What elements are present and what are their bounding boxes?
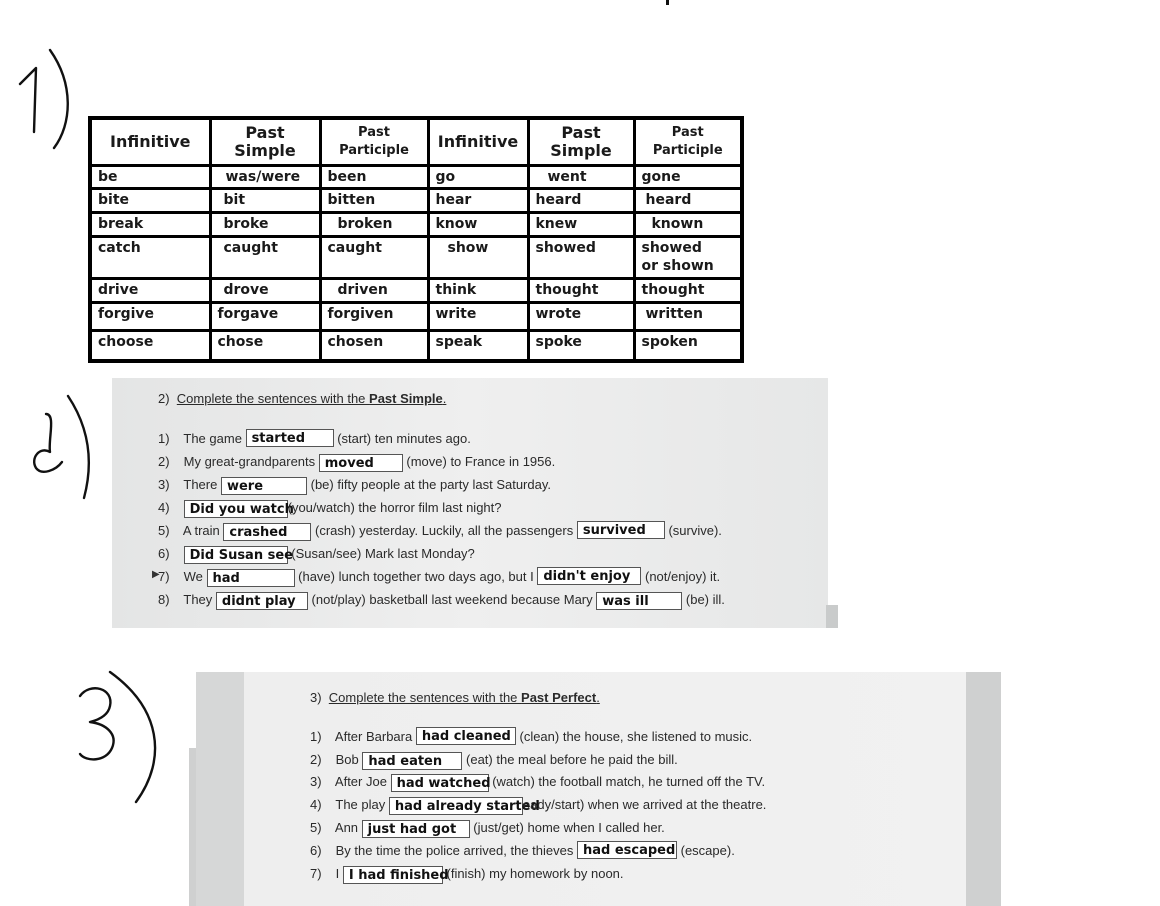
sentence-text: (have) lunch together two days ago, but I: [298, 569, 534, 584]
sentence-number: 4): [310, 797, 322, 812]
exercise-number: 3): [310, 690, 322, 705]
table-cell: gone: [634, 166, 742, 189]
answer-field[interactable]: moved: [319, 454, 403, 472]
header-infinitive-1: Infinitive: [90, 118, 210, 166]
sentence: [310, 772, 765, 792]
table-cell: write: [428, 303, 528, 331]
sentence: [310, 864, 624, 884]
answer-field[interactable]: just had got: [362, 820, 470, 838]
sentence-text: (just/get) home when I called her.: [473, 820, 665, 835]
sentence: [158, 590, 725, 610]
sentence-text: Bob: [335, 752, 359, 767]
table-cell: known: [634, 213, 742, 237]
sentence: [158, 452, 555, 472]
exercise-title: [310, 690, 600, 705]
answer-field[interactable]: had: [207, 569, 295, 587]
sentence-text: (be) ill.: [685, 592, 725, 607]
sentence-text: (escape).: [680, 843, 735, 858]
table-row: [90, 166, 742, 189]
exercise-title: [158, 391, 446, 406]
sentence-text: (eat) the meal before he paid the bill.: [466, 752, 678, 767]
sentence-number: 3): [310, 774, 322, 789]
sentence-text: The game: [183, 431, 242, 446]
sentence: [158, 475, 551, 495]
sentence-text: (not/enjoy) it.: [644, 569, 721, 584]
table-cell: forgave: [210, 303, 320, 331]
title-text: Complete the sentences with the: [176, 391, 370, 406]
sentence-text: The play: [335, 797, 386, 812]
answer-field[interactable]: had cleaned: [416, 727, 516, 745]
sentence-text: (watch) the football match, he turned off the TV.: [492, 774, 766, 789]
past-perfect-exercise: [196, 672, 1001, 906]
table-cell: broke: [210, 213, 320, 237]
answer-field[interactable]: crashed: [223, 523, 311, 541]
sentence-number: 7): [158, 569, 170, 584]
header-past-simple-1: Past Simple: [210, 118, 320, 166]
sentence-text: (finish) my homework by noon.: [446, 866, 624, 881]
table-cell: chose: [210, 331, 320, 361]
exercise-number: 2): [158, 391, 170, 406]
answer-field[interactable]: were: [221, 477, 307, 495]
answer-field[interactable]: had already started: [389, 797, 523, 815]
answer-field[interactable]: had watched: [391, 774, 489, 792]
title-period: .: [442, 391, 447, 406]
sentence-text: My great-grandparents: [183, 454, 316, 469]
sentence-number: 3): [158, 477, 170, 492]
table-cell: drive: [90, 279, 210, 303]
answer-field[interactable]: was ill: [596, 592, 682, 610]
table-cell: thought: [634, 279, 742, 303]
sentence-number: 7): [310, 866, 322, 881]
section-1-label: [14, 44, 74, 154]
table-cell: show: [428, 237, 528, 279]
table-cell: bite: [90, 189, 210, 213]
header-infinitive-2: Infinitive: [428, 118, 528, 166]
table-row: [90, 237, 742, 279]
stray-dot: [666, 0, 670, 6]
table-cell: showed: [528, 237, 634, 279]
table-cell: been: [320, 166, 428, 189]
sentence-number: 1): [158, 431, 170, 446]
sentence: [310, 841, 735, 861]
table-cell: knew: [528, 213, 634, 237]
table-cell: spoke: [528, 331, 634, 361]
table-cell: hear: [428, 189, 528, 213]
sentence-text: (not/play) basketball last weekend because Mary: [311, 592, 593, 607]
table-cell: caught: [210, 237, 320, 279]
sentence: [158, 498, 502, 518]
table-cell: chosen: [320, 331, 428, 361]
photo-edge: [826, 605, 838, 628]
answer-field[interactable]: survived: [577, 521, 665, 539]
irregular-verb-table: [88, 116, 744, 363]
sentence-text: They: [183, 592, 213, 607]
answer-field[interactable]: had eaten: [362, 752, 462, 770]
table-cell: wrote: [528, 303, 634, 331]
title-text: Complete the sentences with the: [328, 690, 522, 705]
table-cell: know: [428, 213, 528, 237]
table-cell: speak: [428, 331, 528, 361]
section-3-label: [70, 668, 170, 808]
sentence: [158, 521, 722, 541]
table-cell: showed or shown: [634, 237, 742, 279]
past-simple-exercise: [112, 378, 828, 628]
sentence: [310, 750, 678, 770]
answer-field[interactable]: started: [246, 429, 334, 447]
table-cell: heard: [634, 189, 742, 213]
table-cell: be: [90, 166, 210, 189]
answer-field[interactable]: had escaped: [577, 841, 677, 859]
table-row: [90, 303, 742, 331]
sentence-text: A train: [182, 523, 220, 538]
sentence-text: After Barbara: [334, 729, 413, 744]
sentence-number: 1): [310, 729, 322, 744]
sentence-text: (you/watch) the horror film last night?: [287, 500, 502, 515]
sentence: [310, 795, 766, 815]
table-cell: thought: [528, 279, 634, 303]
sentence-text: (clean) the house, she listened to music.: [519, 729, 753, 744]
table-cell: go: [428, 166, 528, 189]
table-cell: choose: [90, 331, 210, 361]
header-past-participle-1: Past Participle: [320, 118, 428, 166]
table-cell: forgive: [90, 303, 210, 331]
table-row: [90, 279, 742, 303]
cursor-icon: ▶: [152, 569, 160, 580]
sentence-text: Ann: [334, 820, 359, 835]
sentence-text: There: [183, 477, 218, 492]
sentence-number: 2): [158, 454, 170, 469]
sentence-text: After Joe: [334, 774, 387, 789]
table-cell: went: [528, 166, 634, 189]
table-cell: heard: [528, 189, 634, 213]
table-row: [90, 213, 742, 237]
sentence-number: 6): [310, 843, 322, 858]
answer-field[interactable]: I had finished: [343, 866, 443, 884]
table-cell: bit: [210, 189, 320, 213]
sentence: [158, 429, 471, 449]
sentence-text: (move) to France in 1956.: [406, 454, 556, 469]
sentence: [310, 727, 752, 747]
table-cell: driven: [320, 279, 428, 303]
table-row: [90, 331, 742, 361]
sentence-number: 6): [158, 546, 170, 561]
table-cell: drove: [210, 279, 320, 303]
sentence-text: (be) fifty people at the party last Saturday.: [310, 477, 551, 492]
table-cell: bitten: [320, 189, 428, 213]
sentence-text: (Susan/see) Mark last Monday?: [291, 546, 475, 561]
sentence-number: 5): [158, 523, 170, 538]
sentence-text: By the time the police arrived, the thieves: [335, 843, 574, 858]
sentence-number: 4): [158, 500, 170, 515]
sentence: [158, 544, 475, 564]
table-cell: catch: [90, 237, 210, 279]
title-period: .: [596, 690, 600, 705]
sentence-text: (start) ten minutes ago.: [337, 431, 471, 446]
sentence-text: (survive).: [668, 523, 722, 538]
sentence-text: (crash) yesterday. Luckily, all the passengers: [315, 523, 574, 538]
table-cell: spoken: [634, 331, 742, 361]
sentence-text: I: [335, 866, 340, 881]
header-past-participle-2: Past Participle: [634, 118, 742, 166]
answer-field[interactable]: didn't enjoy: [537, 567, 641, 585]
table-cell: break: [90, 213, 210, 237]
table-cell: broken: [320, 213, 428, 237]
title-tense: Past Perfect: [521, 690, 597, 705]
sentence-text: We: [183, 569, 203, 584]
sentence-number: 2): [310, 752, 322, 767]
answer-field[interactable]: Did Susan see: [184, 546, 288, 564]
sentence-number: 5): [310, 820, 322, 835]
table-cell: forgiven: [320, 303, 428, 331]
sentence-text: eady/start) when we arrived at the theatre.: [522, 797, 767, 812]
answer-field[interactable]: Did you watch: [184, 500, 288, 518]
table-cell: was/were: [210, 166, 320, 189]
section-2-label: [28, 392, 94, 504]
table-row: [90, 189, 742, 213]
table-cell: caught: [320, 237, 428, 279]
svg-text:1): 1): [14, 44, 15, 45]
title-tense: Past Simple: [369, 391, 443, 406]
sentence-number: 8): [158, 592, 170, 607]
header-past-simple-2: Past Simple: [528, 118, 634, 166]
verb-table-body: [90, 166, 742, 361]
sentence: [310, 818, 665, 838]
table-cell: think: [428, 279, 528, 303]
sentence: [158, 567, 720, 587]
answer-field[interactable]: didnt play: [216, 592, 308, 610]
table-cell: written: [634, 303, 742, 331]
